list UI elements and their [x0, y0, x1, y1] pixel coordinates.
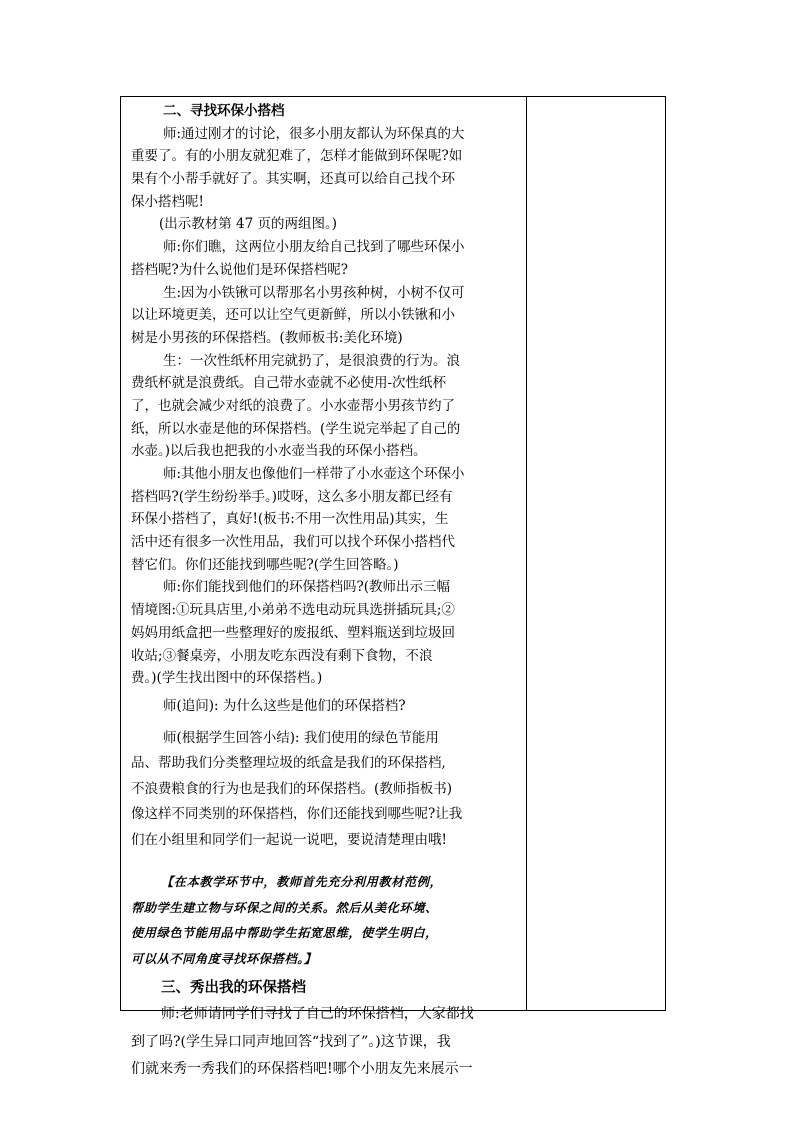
text-line: 果有个小帮手就好了。其实啊，还真可以给自己找个环	[131, 171, 455, 188]
text-line: 们在小组里和同学们一起说一说吧，要说清楚理由哦!	[131, 831, 447, 848]
text-line: 搭档呢?为什么说他们是环保搭档呢?	[131, 261, 348, 278]
text-line: 师:其他小朋友也像他们一样带了小水壶这个环保小	[163, 466, 465, 482]
section-2	[131, 100, 519, 690]
text-line: 保小搭档呢!	[131, 193, 204, 210]
text-line: 师:你们瞧，这两位小朋友给自己找到了哪些环保小	[163, 239, 465, 256]
text-line: 重要了。有的小朋友就犯难了，怎样才能做到环保呢?如	[131, 148, 463, 165]
text-line: 妈妈用纸盒把一些整理好的废报纸、塑料瓶送到垃圾回	[131, 624, 455, 641]
text-line: 师:通过刚才的讨论，很多小朋友都认为环保真的大	[163, 125, 465, 142]
text-line: 到了吗?(学生异口同声地回答“找到了”。)这节课，我	[131, 1033, 451, 1050]
text-line: 水壶。)以后我也把我的小水壶当我的环保小搭档。	[131, 443, 427, 460]
text-line: 像这样不同类别的环保搭档，你们还能找到哪些呢?让我	[131, 806, 463, 822]
text-line: 搭档吗?(学生纷纷举手。)哎呀，这么多小朋友都已经有	[131, 488, 453, 505]
text-line: 师:老师请同学们寻找了自己的环保搭档，大家都找	[161, 1006, 474, 1023]
text-line: 们就来秀一秀我们的环保搭档吧!哪个小朋友先来展示一	[131, 1060, 473, 1077]
text-line: 生:因为小铁锹可以帮那名小男孩种树，小树不仅可	[163, 284, 465, 301]
text-line: 不浪费粮食的行为也是我们的环保搭档。(教师指板书)	[131, 780, 453, 797]
text-line: 活中还有很多一次性用品，我们可以找个环保小搭档代	[131, 534, 455, 551]
note-line: 使用绿色节能用品中帮助学生拓宽思维，使学生明白，	[131, 926, 438, 941]
text-line: 环保小搭档了，真好!(板书:不用一次性用品)其实，生	[131, 511, 449, 528]
text-line: 生：一次性纸杯用完就扔了，是很浪费的行为。浪	[163, 352, 460, 369]
teaching-note	[131, 870, 519, 972]
note-line: 帮助学生建立物与环保之间的关系。然后从美化环境、	[131, 900, 438, 915]
text-line: 替它们。你们还能找到哪些呢?(学生回答略。)	[131, 556, 399, 573]
text-line: 师(根据学生回答小结): 我们使用的绿色节能用	[163, 729, 439, 746]
section-2-heading: 二、寻找环保小搭档	[163, 103, 285, 119]
note-line: 【在本教学环节中，教师首先充分利用教材范例，	[161, 875, 443, 889]
text-line: (出示教材第 47 页的两组图。)	[159, 216, 338, 233]
text-line: 收站;③餐桌旁，小朋友吃东西没有剩下食物，不浪	[131, 647, 433, 664]
text-line: 以让环境更美，还可以让空气更新鲜，所以小铁锹和小	[131, 307, 455, 324]
section-3	[131, 974, 519, 1083]
section-3-heading: 三、秀出我的环保搭档	[161, 979, 306, 996]
notes-column-cell	[527, 97, 665, 1010]
text-line: 师(追问): 为什么这些是他们的环保搭档?	[163, 698, 406, 714]
text-line: 费纸杯就是浪费纸。自己带水壶就不必使用-次性纸杯	[131, 375, 447, 392]
text-line: 树是小男孩的环保搭档。(教师板书:美化环境)	[131, 329, 403, 346]
text-line: 纸，所以水壶是他的环保搭档。(学生说完举起了自己的	[131, 420, 461, 437]
text-line: 费。)(学生找出图中的环保搭档。)	[131, 670, 323, 687]
text-line: 情境图:①玩具店里,小弟弟不选电动玩具选拼插玩具;②	[131, 602, 455, 619]
text-line: 品、帮助我们分类整理垃圾的纸盒是我们的环保搭档,	[131, 755, 446, 771]
lesson-table	[120, 96, 666, 1077]
text-line: 了，也就会减少对纸的浪费了。小水壶帮小男孩节约了	[131, 397, 455, 414]
text-line: 师:你们能找到他们的环保搭档吗?(教师出示三幅	[163, 579, 451, 596]
note-line: 可以从不同角度寻找环保搭档。】	[131, 951, 317, 966]
section-2-followup	[131, 694, 519, 853]
lesson-content-cell	[131, 100, 519, 1077]
